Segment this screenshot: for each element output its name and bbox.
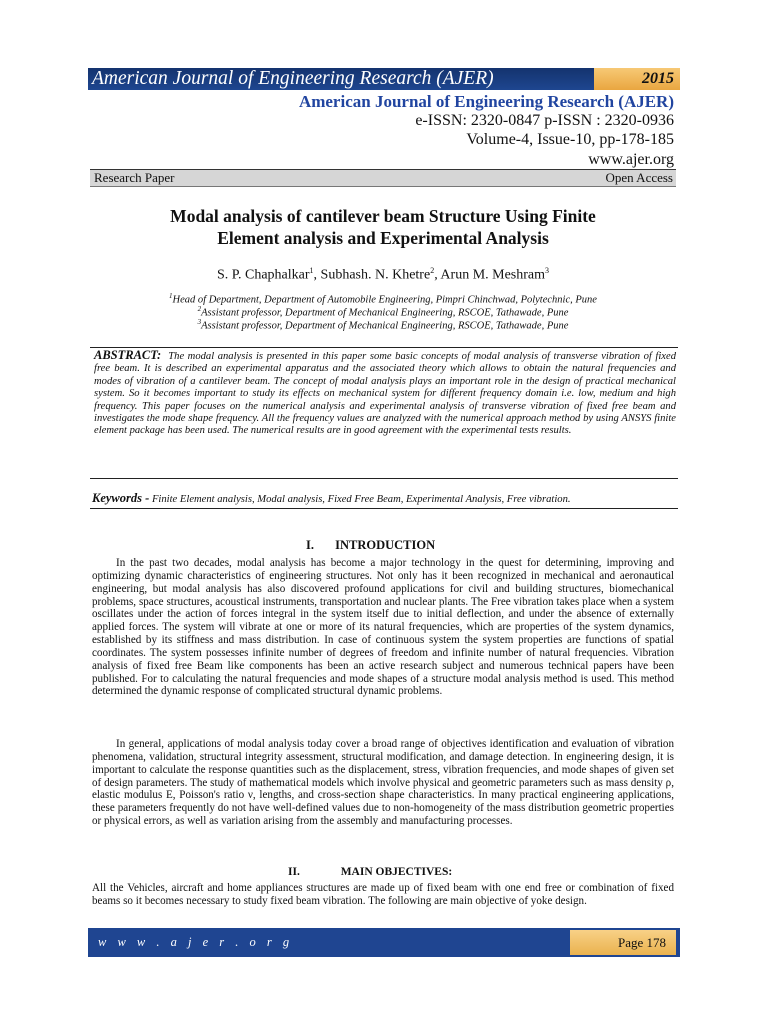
journal-website[interactable]: www.ajer.org	[588, 151, 674, 168]
footer-url[interactable]: w w w . a j e r . o r g	[98, 935, 294, 949]
journal-volume: Volume-4, Issue-10, pp-178-185	[466, 131, 674, 148]
keywords-text: Finite Element analysis, Modal analysis, Fixed Free Beam, Experimental Analysis, Free vibration.	[151, 494, 571, 505]
author-name: Subhash. N. Khetre	[320, 267, 431, 283]
banner-title: American Journal of Engineering Research (AJER)	[92, 68, 494, 89]
section-heading-introduction	[306, 538, 435, 553]
journal-name: American Journal of Engineering Research (AJER)	[298, 92, 674, 111]
affiliation-text: Assistant professor, Department of Mechanical Engineering, RSCOE, Tathawade, Pune	[201, 307, 569, 319]
author-separator: ,	[313, 267, 321, 283]
paper-title-line1: Modal analysis of cantilever beam Structure Using Finite	[170, 206, 596, 226]
section-number: I.	[306, 538, 314, 552]
affiliation-sup: 2	[197, 305, 202, 313]
abstract-text: The modal analysis is presented in this paper some basic concepts of modal analysis of transverse vibration of fixed free beam. It is described an experimental apparatus and the associated theory which allows to obtain the natural frequencies and modes of vibration of a cantilever beam. The concept of modal analysis plays an important role in the design of practical mechanical system. So it becomes important to study its effects on mechanical system for different frequency domain i.e. low, medium and high frequency. This paper focuses on the numerical analysis and experimental analysis of transverse vibration of fixed free beam and investigates the mode shape frequency. All the frequency values are analyzed with the numerical approach method by using ANSYS finite element package has been used. The numerical results are in good agreement with the experimental tests results.	[94, 351, 676, 437]
intro-paragraph-2: In general, applications of modal analysis today cover a broad range of objectives identification and evaluation of vibration phenomena, validation, structural integrity assessment, structural modification, and damage detection. In engineering design, it is important to calculate the response quantities such as the displacement, stress, vibration frequencies, and mode shapes of given set of design parameters. The study of mathematical models which involve physical and geometric parameters such as mass density ρ, elastic modulus E, Poisson's ratio ν, lengths, and cross-section shape characteristics. In many practical engineering applications, these parameters frequently do not have well-defined values due to non-homogeneity of the mass distribution geometric properties or physical errors, as well as variation arising from the assembly and manufacturing processes.	[92, 738, 674, 828]
affiliation-sup: 3	[197, 318, 202, 326]
paper-title-line2: Element analysis and Experimental Analysis	[217, 228, 549, 248]
journal-issn: e-ISSN: 2320-0847 p-ISSN : 2320-0936	[415, 112, 674, 129]
banner-year: 2015	[642, 70, 674, 87]
paper-title	[90, 205, 676, 249]
paper-type-bar	[90, 170, 676, 187]
section-number: II.	[288, 866, 300, 878]
access-type: Open Access	[605, 170, 673, 185]
author-sup: 2	[430, 266, 435, 275]
affiliation	[90, 316, 676, 333]
section-title: MAIN OBJECTIVES:	[340, 866, 453, 878]
intro-paragraph-1: In the past two decades, modal analysis has become a major technology in the quest for determining, improving and optimizing dynamic characteristics of engineering structures. Not only has it been recognized in mechanical and aeronautical engineering, but modal analysis has also discovered profound applications for civil and building structures, biomechanical problems, space structures, acoustical instruments, transportation and nuclear plants. The Free vibration takes place when a system oscillates under the action of forces integral in the system itself due to initial deflection, and under the absence of externally applied forces. The system will vibrate at one or more of its natural frequencies, which are properties of the system dynamics, established by its stiffness and mass distribution. In case of continuous system the system properties are functions of spatial coordinates. The system possesses infinite number of degrees of freedom and infinite number of natural frequencies. Vibration analysis of fixed free Beam like components has been an active research subject and numerous technical papers have been published. For to calculating the natural frequencies and mode shapes of a structure modal analysis method is used. This method determined the dynamic response of complicated structural dynamic problems.	[92, 557, 674, 698]
paper-type: Research Paper	[94, 170, 175, 185]
section-title: INTRODUCTION	[335, 538, 436, 552]
keywords-label: Keywords -	[92, 491, 150, 505]
author-sup: 1	[309, 266, 314, 275]
author-sup: 3	[545, 266, 550, 275]
author-list	[90, 266, 676, 284]
keywords	[92, 491, 678, 506]
header-divider	[90, 169, 676, 170]
abstract	[94, 349, 676, 438]
affiliation-sup: 1	[169, 292, 173, 300]
affiliation-text: Head of Department, Department of Automobile Engineering, Pimpri Chinchwad, Polytechnic, Pune	[172, 294, 597, 306]
abstract-label: ABSTRACT:	[94, 348, 162, 362]
author-name: S. P. Chaphalkar	[216, 267, 310, 283]
banner-year-box	[594, 68, 680, 90]
page-footer	[88, 928, 680, 957]
objectives-paragraph: All the Vehicles, aircraft and home appliances structures are made up of fixed beam with one end free or combination of fixed beams so it becomes necessary to study fixed beam vibration. The following are main objective of yoke design.	[92, 882, 674, 907]
section-heading-objectives	[288, 866, 452, 878]
page-number-box	[570, 930, 676, 955]
author-separator: ,	[434, 267, 441, 283]
author-name: Arun M. Meshram	[440, 267, 546, 283]
journal-banner	[88, 68, 680, 90]
keywords-divider	[90, 508, 678, 509]
affiliation-text: Assistant professor, Department of Mechanical Engineering, RSCOE, Tathawade, Pune	[201, 320, 569, 332]
page-number: Page 178	[617, 935, 666, 950]
